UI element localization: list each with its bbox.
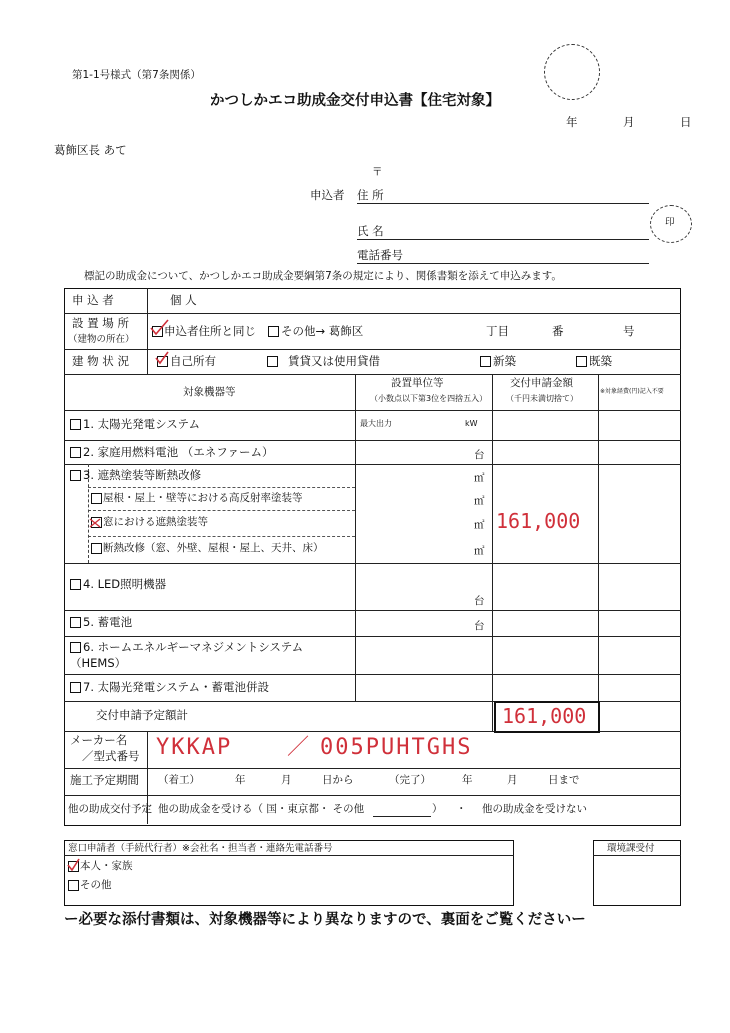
footer-note: ー必要な添付書類は、対象機器等により異なりますので、裏面をご覧くださいー <box>64 912 586 928</box>
other-place-label: その他→ 葛飾区 <box>281 324 364 338</box>
total-value[interactable]: 161,000 <box>502 704 587 728</box>
maker-separator: ／ <box>287 735 310 760</box>
col-cost-note: ※対象経費(円)記入不要 <box>600 388 664 395</box>
place-sublabel: （建物の所在） <box>68 334 135 345</box>
col-unit-subheader: （小数点以下第3位を四捨五入） <box>370 394 488 403</box>
schedule-end-day: 日まで <box>548 774 580 786</box>
date-month-label: 月 <box>623 115 635 129</box>
other-subsidy-not-receive[interactable]: 他の助成金を受けない <box>482 803 587 815</box>
date-day-label: 日 <box>680 115 692 129</box>
item-1-unit-prefix: 最大出力 <box>360 419 392 428</box>
form-title: かつしかエコ助成金交付申込書【住宅対象】 <box>210 93 500 109</box>
item-4-unit: 台 <box>474 595 485 607</box>
date-year-label: 年 <box>566 115 578 129</box>
item-3c-checkbox[interactable] <box>91 543 102 554</box>
environment-dept-label: 環境課受付 <box>607 843 655 854</box>
model-value[interactable]: 005PUHTGHS <box>320 735 473 760</box>
same-address-check-mark <box>148 318 172 336</box>
other-subsidy-label: 他の助成交付予定 <box>68 803 152 815</box>
item-6-label: 6. ホームエネルギーマネジメントシステム <box>83 640 304 654</box>
chome-label: 丁目 <box>486 324 509 338</box>
same-address-label: 申込者住所と同じ <box>164 324 256 338</box>
item-3c-unit: ㎡ <box>474 545 485 557</box>
col-unit-header: 設置単位等 <box>391 377 444 389</box>
other-applicant-label: その他 <box>80 879 112 891</box>
name-label: 氏 名 <box>357 224 384 238</box>
schedule-end-year: 年 <box>462 774 473 786</box>
place-label: 設 置 場 所 <box>72 316 129 330</box>
other-place-checkbox[interactable] <box>268 326 279 337</box>
schedule-label: 施工予定期間 <box>70 773 139 787</box>
item-2-checkbox[interactable] <box>70 447 81 458</box>
item-5-checkbox[interactable] <box>70 617 81 628</box>
item-5-label: 5. 蓄電池 <box>83 615 133 629</box>
new-build-checkbox[interactable] <box>480 356 491 367</box>
model-label: ／型式番号 <box>82 749 140 763</box>
item-1-label: 1. 太陽光発電システム <box>83 417 200 431</box>
item-3b-check-mark <box>88 514 104 530</box>
go-label: 号 <box>623 324 635 338</box>
ban-label: 番 <box>552 324 564 338</box>
postal-mark: 〒 <box>372 166 383 178</box>
form-number: 第1-1号様式（第7条関係） <box>72 69 201 81</box>
self-family-label: 本人・家族 <box>80 860 133 872</box>
other-subsidy-close: ） <box>432 803 443 815</box>
item-3-checkbox[interactable] <box>70 470 81 481</box>
other-subsidy-blank[interactable] <box>373 816 431 817</box>
rental-label: 賃貸又は使用貸借 <box>288 354 380 368</box>
schedule-start-day: 日から <box>322 774 354 786</box>
item-1-unit: kW <box>465 419 478 428</box>
applicant-row-label: 申 込 者 <box>72 293 114 307</box>
address-line[interactable] <box>357 203 649 204</box>
item-4-checkbox[interactable] <box>70 579 81 590</box>
item-5-unit: 台 <box>474 620 485 632</box>
schedule-start-year: 年 <box>235 774 246 786</box>
maker-value[interactable]: YKKAP <box>156 735 233 760</box>
schedule-end-month: 月 <box>507 774 518 786</box>
addressee: 葛飾区長 あて <box>54 143 127 157</box>
item-7-checkbox[interactable] <box>70 682 81 693</box>
window-applicant-title: 窓口申請者（手続代行者）※会社名・担当者・連絡先電話番号 <box>68 843 333 854</box>
item-3-unit: ㎡ <box>474 472 485 484</box>
phone-line[interactable] <box>357 263 649 264</box>
item-1-checkbox[interactable] <box>70 419 81 430</box>
col-amount-subheader: （千円未満切捨て） <box>506 394 578 403</box>
existing-label: 既築 <box>589 354 612 368</box>
other-subsidy-receive[interactable]: 他の助成金を受ける（ 国・東京都・ その他 <box>158 803 365 815</box>
rental-checkbox[interactable] <box>267 356 278 367</box>
maker-label: メーカー名 <box>70 733 128 747</box>
owned-label: 自己所有 <box>170 354 216 368</box>
schedule-end-label: （完了） <box>389 774 431 786</box>
item-3-label: 3. 遮熱塗装等断熱改修 <box>83 468 202 482</box>
name-line[interactable] <box>357 239 649 240</box>
item-4-label: 4. LED照明機器 <box>83 577 167 591</box>
existing-checkbox[interactable] <box>576 356 587 367</box>
item-3c-label: 断熱改修（窓、外壁、屋根・屋上、天井、床） <box>103 542 324 554</box>
item-6-checkbox[interactable] <box>70 642 81 653</box>
item-3b-amount[interactable]: 161,000 <box>496 509 581 533</box>
total-label: 交付申請予定額計 <box>96 708 188 722</box>
item-3a-label: 屋根・屋上・壁等における高反射率塗装等 <box>103 492 303 504</box>
applicant-label: 申込者 <box>310 188 345 202</box>
statement: 標記の助成金について、かつしかエコ助成金要綱第7条の規定により、関係書類を添えて申込みます。 <box>84 270 562 282</box>
applicant-row-value: 個 人 <box>170 293 197 307</box>
col-amount-header: 交付申請金額 <box>510 377 573 389</box>
item-3a-checkbox[interactable] <box>91 493 102 504</box>
self-family-check-mark <box>66 858 81 873</box>
reception-stamp-circle <box>544 44 600 100</box>
item-6-label-2: （HEMS） <box>70 656 127 670</box>
seal-label: 印 <box>665 217 675 228</box>
item-2-unit: 台 <box>474 449 485 461</box>
item-3b-unit: ㎡ <box>474 519 485 531</box>
col-equipment-header: 対象機器等 <box>183 386 236 398</box>
schedule-start-label: （着工） <box>158 774 200 786</box>
other-applicant-checkbox[interactable] <box>68 880 79 891</box>
new-build-label: 新築 <box>493 354 516 368</box>
building-label: 建 物 状 況 <box>72 354 129 368</box>
phone-label: 電話番号 <box>357 248 403 262</box>
item-2-label: 2. 家庭用燃料電池 （エネファーム） <box>83 445 274 459</box>
schedule-start-month: 月 <box>281 774 292 786</box>
address-label: 住 所 <box>357 188 384 202</box>
item-3b-label: 窓における遮熱塗装等 <box>103 516 208 528</box>
other-subsidy-dot: ・ <box>456 803 467 815</box>
item-3a-unit: ㎡ <box>474 495 485 507</box>
owned-check-mark <box>154 350 170 366</box>
item-7-label: 7. 太陽光発電システム・蓄電池併設 <box>83 680 269 694</box>
